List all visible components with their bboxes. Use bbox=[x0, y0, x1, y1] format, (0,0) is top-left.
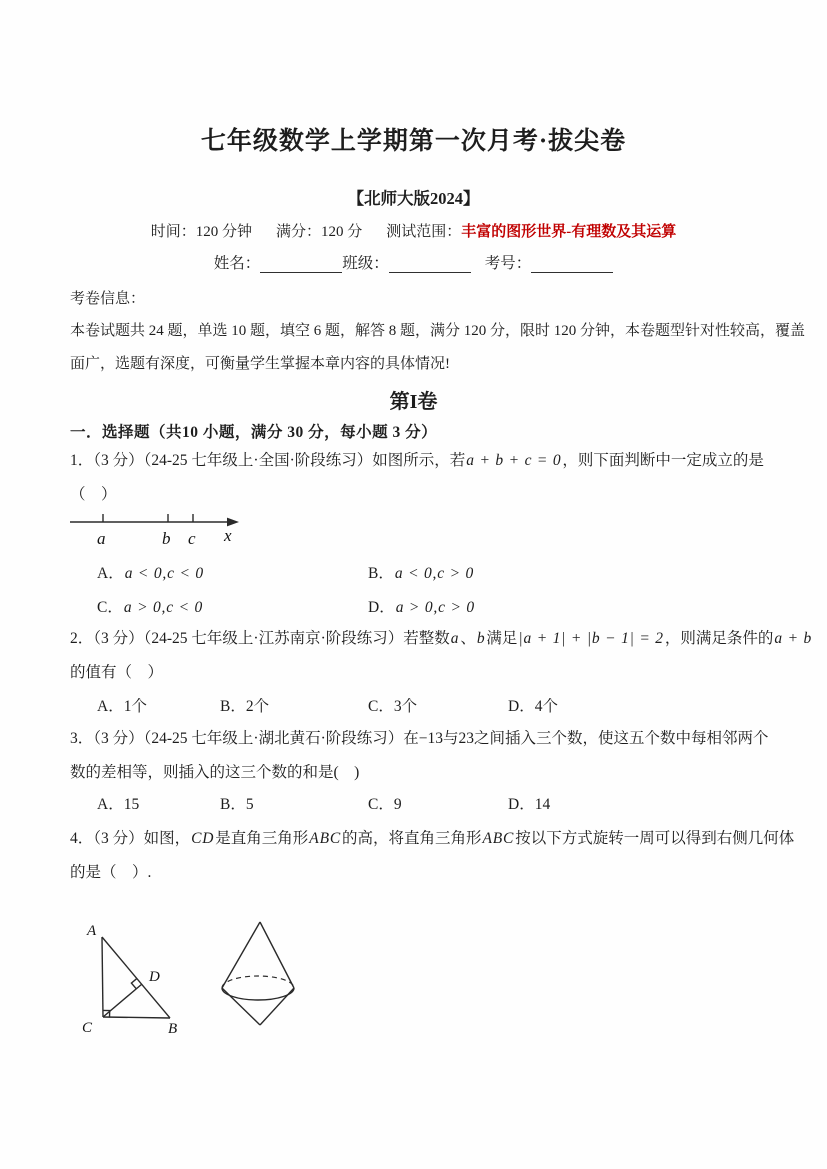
exam-no-blank-line bbox=[531, 255, 613, 273]
question-1 bbox=[70, 444, 790, 512]
question-3 bbox=[70, 722, 790, 790]
number-line-label-b: b bbox=[162, 529, 171, 548]
triangle-label-B: B bbox=[168, 1021, 178, 1037]
question-1-stem-line-2: （ ） bbox=[70, 486, 117, 503]
question-4-stem-line-1: 4．（3 分）如图，CD是直角三角形ABC的高，将直角三角形ABC按以下方式旋转一周可以得到右侧几何体 bbox=[70, 830, 795, 847]
number-line-label-a: a bbox=[97, 529, 106, 548]
scope-label: 测试范围： bbox=[386, 224, 462, 240]
question-1-option-A: A．a < 0,c < 0 bbox=[97, 565, 204, 582]
info-paragraph bbox=[70, 315, 806, 381]
triangle-altitude-CD bbox=[103, 984, 142, 1017]
section-heading: 一．选择题（共10 小题，满分 30 分，每小题 3 分） bbox=[70, 424, 438, 441]
edition-label: 【北师大版2024】 bbox=[347, 189, 480, 208]
triangle-label-A: A bbox=[87, 923, 97, 939]
question-4 bbox=[70, 822, 795, 890]
part-title: 第I卷 bbox=[389, 391, 438, 413]
info-heading: 考卷信息： bbox=[70, 291, 146, 307]
time-label: 时间：120 分钟 bbox=[150, 224, 252, 240]
number-line-axis-label: x bbox=[224, 526, 232, 545]
cone-upper-left-edge bbox=[222, 922, 260, 988]
question-1-stem-line-1: 1．（3 分）（24-25 七年级上·全国·阶段练习）如图所示，若a + b + c = 0，则下面判断中一定成立的是 bbox=[70, 452, 764, 469]
name-label: 姓名： bbox=[213, 255, 261, 272]
triangle-side-AC bbox=[102, 937, 103, 1017]
right-triangle-figure bbox=[76, 915, 198, 1039]
right-angle-mark-at-D bbox=[131, 978, 137, 989]
double-cone-figure bbox=[210, 911, 308, 1035]
question-2-stem-line-2: 的值有（ ） bbox=[70, 664, 164, 681]
question-1-option-B: B．a < 0,c > 0 bbox=[368, 565, 475, 582]
exam-title: 七年级数学上学期第一次月考·拔尖卷 bbox=[200, 128, 627, 155]
question-2-stem-line-1: 2．（3 分）（24-25 七年级上·江苏南京·阶段练习）若整数a、b满足|a + 1| + |b − 1| = 2，则满足条件的a + b bbox=[70, 630, 813, 647]
question-3-option-C: C．9 bbox=[368, 796, 402, 813]
class-label: 班级： bbox=[342, 255, 389, 272]
question-3-option-B: B．5 bbox=[220, 796, 254, 813]
question-2-option-C: C．3个 bbox=[368, 698, 418, 715]
question-2-option-A: A．1个 bbox=[97, 698, 147, 715]
cone-base-ellipse-back bbox=[222, 976, 294, 988]
question-2-option-D: D．4个 bbox=[508, 698, 558, 715]
class-blank-line bbox=[389, 255, 471, 273]
question-3-stem-line-1: 3．（3 分）（24-25 七年级上·湖北黄石·阶段练习）在−13与23之间插入三个数，使这五个数中每相邻两个 bbox=[70, 730, 769, 747]
question-1-option-D: D．a > 0,c > 0 bbox=[368, 599, 475, 616]
number-line-figure bbox=[66, 505, 248, 549]
question-3-stem-line-2: 数的差相等，则插入的这三个数的和是( ) bbox=[70, 764, 360, 781]
triangle-label-D: D bbox=[149, 969, 160, 985]
number-line-label-c: c bbox=[188, 529, 196, 548]
student-info-row bbox=[0, 251, 827, 273]
cone-lower-left-edge bbox=[222, 988, 260, 1025]
exam-meta-row bbox=[0, 220, 827, 241]
info-paragraph-line-1: 本卷试题共 24 题，单选 10 题，填空 6 题，解答 8 题，满分 120 分，限时 120 分钟，本卷题型针对性较高，覆盖 bbox=[70, 323, 806, 339]
question-2-option-B: B．2个 bbox=[220, 698, 270, 715]
scope-value: 丰富的图形世界-有理数及其运算 bbox=[461, 224, 677, 240]
triangle-side-CB bbox=[103, 1017, 170, 1018]
triangle-label-C: C bbox=[82, 1020, 93, 1036]
name-blank-line bbox=[260, 255, 342, 273]
question-3-option-A: A．15 bbox=[97, 796, 140, 813]
question-4-stem-line-2: 的是（ ）. bbox=[70, 864, 152, 881]
question-1-option-C: C．a > 0,c < 0 bbox=[97, 599, 204, 616]
exam-no-label: 考号： bbox=[484, 255, 532, 272]
full-score-label: 满分：120 分 bbox=[275, 224, 363, 240]
question-2 bbox=[70, 622, 813, 690]
scope-group bbox=[386, 220, 676, 241]
question-3-option-D: D．14 bbox=[508, 796, 551, 813]
info-paragraph-line-2: 面广，选题有深度，可衡量学生掌握本章内容的具体情况! bbox=[70, 356, 450, 372]
